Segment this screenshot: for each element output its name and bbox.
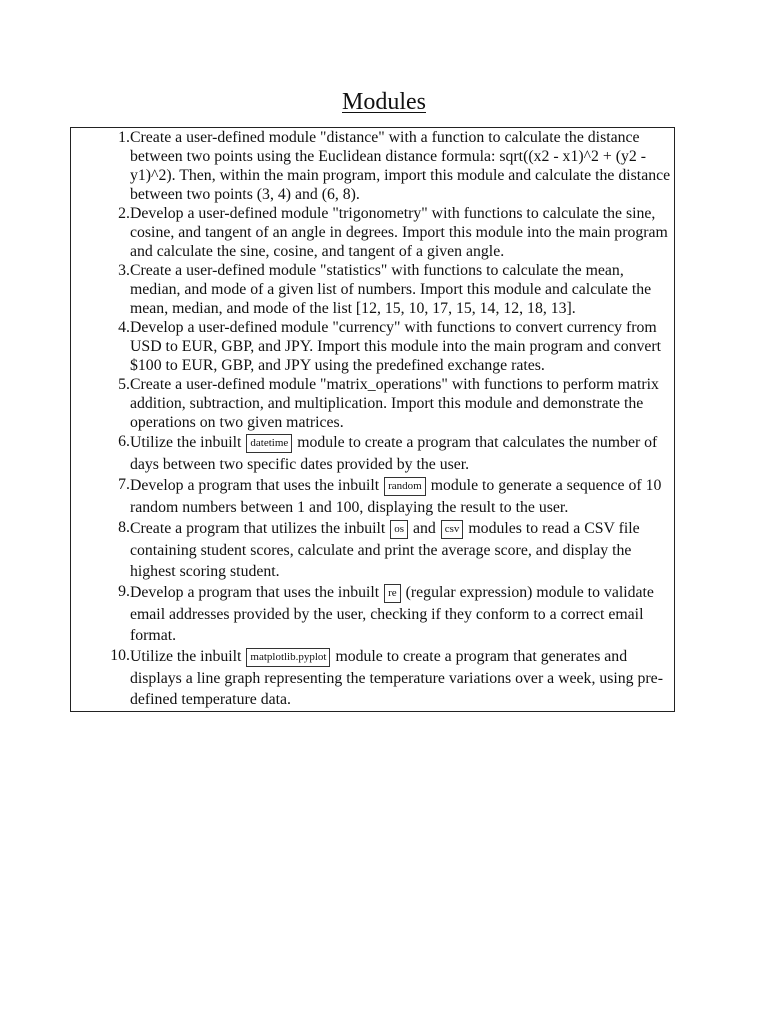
item-number: 6. bbox=[118, 433, 130, 450]
list-item bbox=[71, 518, 674, 582]
list-item bbox=[71, 432, 674, 475]
item-text: Create a user-defined module "matrix_operations" with functions to perform matrix addition, subtraction, and multiplication. Import this module and demonstrate the operations on two given matrices. bbox=[130, 376, 659, 431]
item-number: 5. bbox=[118, 376, 130, 393]
item-number: 9. bbox=[118, 583, 130, 600]
item-text: Develop a program that uses the inbuilt re (regular expression) module to validate email addresses provided by the user, checking if they conform to a correct email format. bbox=[130, 584, 654, 644]
item-number: 3. bbox=[118, 262, 130, 279]
item-number: 4. bbox=[118, 319, 130, 336]
exercise-list bbox=[70, 127, 675, 712]
list-item bbox=[71, 646, 674, 710]
item-text: Utilize the inbuilt matplotlib.pyplot module to create a program that generates and displays a line graph representing the temperature variations over a week, using pre-defined temperature data. bbox=[130, 648, 663, 708]
item-number: 10. bbox=[110, 647, 130, 664]
module-name-datetime: datetime bbox=[246, 434, 292, 453]
module-name-re: re bbox=[384, 584, 401, 603]
module-name-csv: csv bbox=[441, 520, 464, 539]
module-name-matplotlib: matplotlib.pyplot bbox=[246, 648, 330, 667]
item-text: Develop a user-defined module "trigonometry" with functions to calculate the sine, cosine, and tangent of an angle in degrees. Import this module into the main program and calculate the sine, cosine, and tangent of a given angle. bbox=[130, 205, 668, 260]
module-name-os: os bbox=[390, 520, 408, 539]
item-text: Create a user-defined module "statistics" with functions to calculate the mean, median, and mode of a given list of numbers. Import this module and calculate the mean, median, and mode of the list [12, 15, 10, 17, 15, 14, 12, 18, 13]. bbox=[130, 262, 652, 317]
list-item bbox=[71, 375, 674, 432]
item-text: Develop a user-defined module "currency" with functions to convert currency from USD to EUR, GBP, and JPY. Import this module into the main program and convert $100 to EUR, GBP, and JPY using the predefined exchange rates. bbox=[130, 319, 662, 374]
list-item bbox=[71, 582, 674, 646]
item-text: Create a user-defined module "distance" with a function to calculate the distance between two points using the Euclidean distance formula: sqrt((x2 - x1)^2 + (y2 - y1)^2). Then, within the main program, import this module and calculate the distance between two points (3, 4) and (6, 8). bbox=[130, 129, 671, 203]
item-text: Create a program that utilizes the inbuilt os and csv modules to read a CSV file containing student scores, calculate and print the average score, and display the highest scoring student. bbox=[130, 520, 640, 580]
list-item bbox=[71, 204, 674, 261]
item-number: 1. bbox=[118, 129, 130, 146]
list-item bbox=[71, 261, 674, 318]
item-number: 2. bbox=[118, 205, 130, 222]
item-number: 7. bbox=[118, 476, 130, 493]
list-item bbox=[71, 475, 674, 518]
item-number: 8. bbox=[118, 519, 130, 536]
list-item bbox=[71, 318, 674, 375]
list-item bbox=[71, 128, 674, 204]
page-title: Modules bbox=[342, 89, 426, 115]
item-text: Utilize the inbuilt datetime module to create a program that calculates the number of days between two specific dates provided by the user. bbox=[130, 434, 658, 473]
module-name-random: random bbox=[384, 477, 426, 496]
item-text: Develop a program that uses the inbuilt random module to generate a sequence of 10 random numbers between 1 and 100, displaying the result to the user. bbox=[130, 477, 662, 516]
